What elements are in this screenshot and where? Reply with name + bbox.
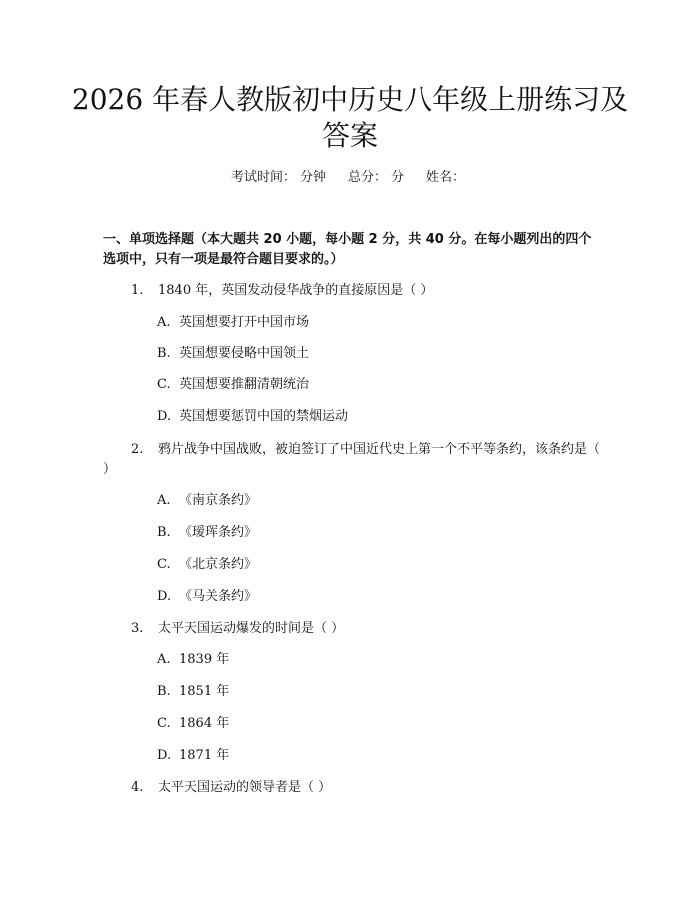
option-text: 《北京条约》 [179, 557, 258, 572]
option-text: 《马关条约》 [179, 589, 258, 604]
question-1-option-b [157, 344, 577, 364]
question-1-option-d [157, 407, 577, 427]
title-line-1: 2026 年春人教版初中历史八年级上册练习及 [71, 83, 629, 116]
option-letter: C. [157, 377, 171, 392]
question-4-stem [103, 778, 603, 798]
question-2-option-d [157, 587, 577, 607]
section-heading: 一、单项选择题（本大题共 20 小题，每小题 2 分，共 40 分。在每小题列出的四个选项中，只有一项是最符合题目要求的。） [103, 232, 592, 267]
option-letter: A. [157, 652, 171, 667]
option-letter: B. [157, 346, 171, 361]
option-text: 英国想要推翻清朝统治 [179, 377, 310, 392]
question-2-option-b [157, 523, 577, 543]
option-text: 1871 年 [179, 748, 230, 763]
question-3-option-b [157, 682, 577, 702]
question-1-option-a [157, 313, 577, 333]
exam-time-unit: 分钟 [299, 170, 326, 185]
option-text: 《瑷珲条约》 [179, 525, 258, 540]
total-score-label: 总分： [347, 170, 387, 185]
name-label: 姓名： [426, 170, 466, 185]
option-letter: C. [157, 557, 171, 572]
exam-info-line [0, 169, 700, 189]
question-text: 太平天国运动的领导者是（ ） [158, 780, 332, 795]
title-line-2: 答案 [321, 119, 378, 152]
question-1-option-c [157, 375, 577, 395]
option-letter: D. [157, 409, 172, 424]
total-score-unit: 分 [391, 170, 405, 185]
page-title [0, 82, 700, 154]
question-number: 1. [131, 283, 144, 298]
option-letter: D. [157, 589, 172, 604]
question-text: 1840 年，英国发动侵华战争的直接原因是（ ） [158, 283, 434, 298]
option-letter: D. [157, 748, 172, 763]
exam-time-label: 考试时间： [230, 170, 296, 185]
question-3-option-a [157, 650, 577, 670]
question-number: 2. [131, 442, 144, 457]
option-letter: B. [157, 684, 171, 699]
question-3-option-c [157, 714, 577, 734]
question-text: 鸦片战争中国战败，被迫签订了中国近代史上第一个不平等条约，该条约是（ ） [103, 442, 601, 477]
question-text: 太平天国运动爆发的时间是（ ） [158, 621, 345, 636]
option-letter: C. [157, 716, 171, 731]
question-number: 4. [131, 780, 144, 795]
option-letter: A. [157, 493, 171, 508]
question-1-stem [103, 281, 603, 301]
question-2-option-a [157, 491, 577, 511]
question-2-option-c [157, 555, 577, 575]
question-3-stem [103, 619, 603, 639]
option-letter: B. [157, 525, 171, 540]
option-text: 1839 年 [179, 652, 230, 667]
option-text: 英国想要侵略中国领土 [179, 346, 310, 361]
question-3-option-d [157, 746, 577, 766]
question-2-stem [103, 440, 603, 480]
option-letter: A. [157, 315, 171, 330]
option-text: 1851 年 [179, 684, 230, 699]
option-text: 英国想要打开中国市场 [179, 315, 310, 330]
question-number: 3. [131, 621, 144, 636]
option-text: 《南京条约》 [179, 493, 258, 508]
option-text: 英国想要惩罚中国的禁烟运动 [179, 409, 349, 424]
option-text: 1864 年 [179, 716, 230, 731]
